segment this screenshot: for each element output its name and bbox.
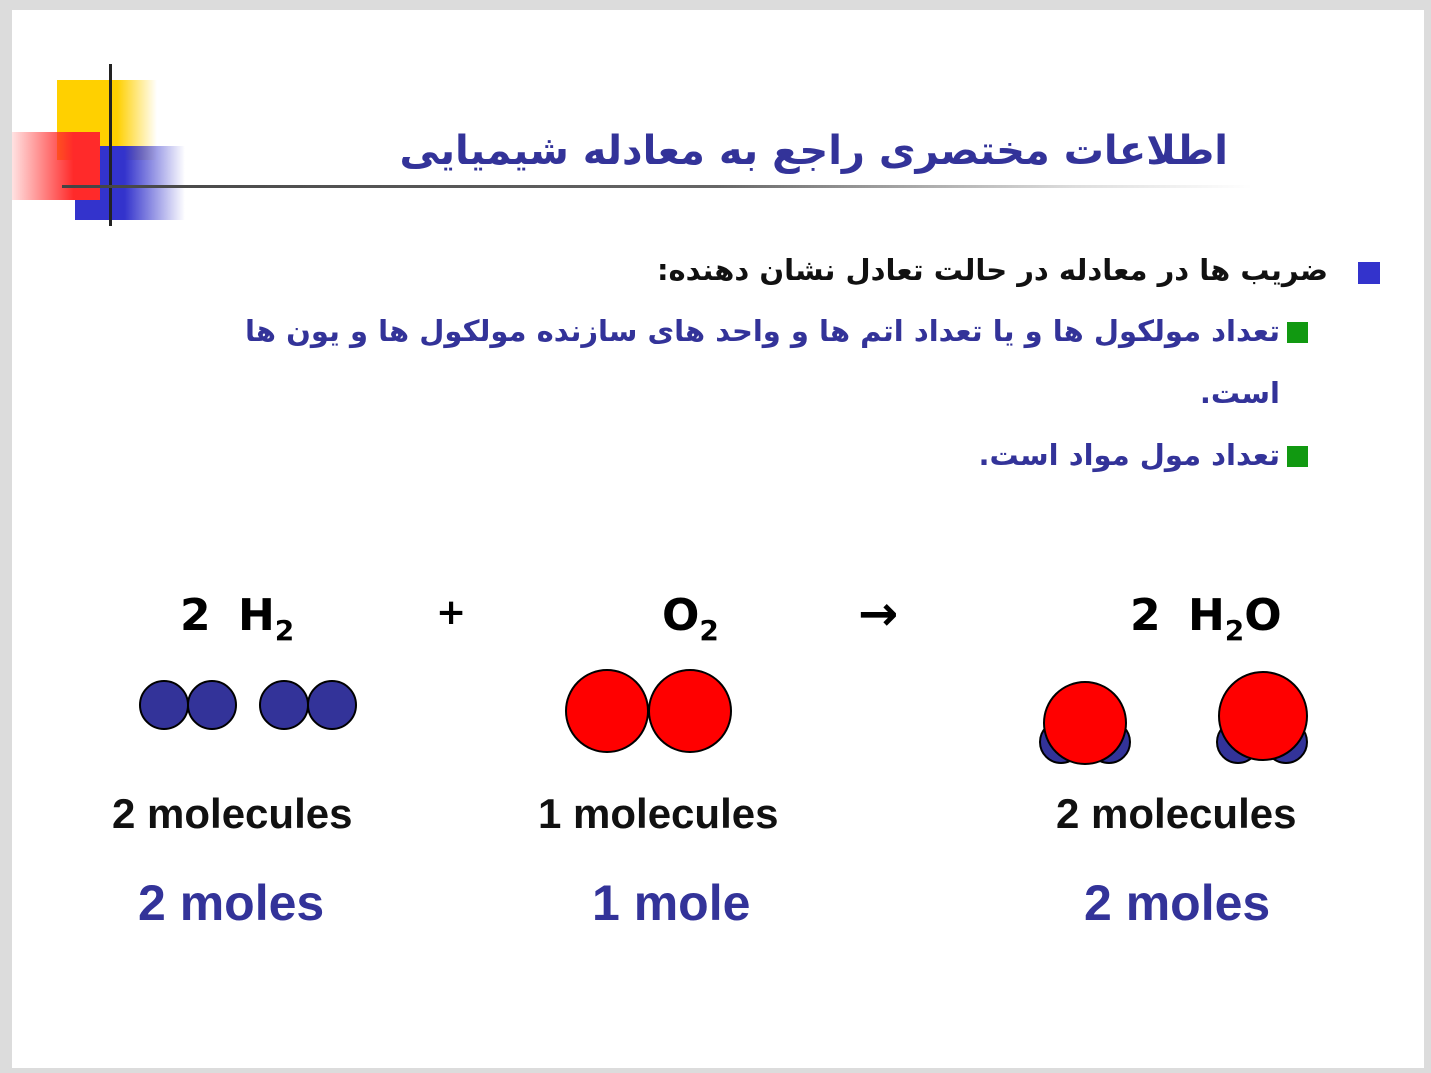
h2o-molecule xyxy=(1040,682,1130,764)
oxygen-atom xyxy=(1044,682,1126,764)
reaction-arrow: → xyxy=(858,586,899,642)
hydrogen-atom xyxy=(260,681,308,729)
h2-subscript: 2 xyxy=(274,614,295,647)
h2o-moles-label: 2 moles xyxy=(1084,875,1271,931)
blue-square-bullet-icon xyxy=(1358,262,1380,284)
h2-symbol: H xyxy=(237,590,275,641)
sub-bullet-text: تعداد مولکول ها و یا تعداد اتم ها و واحد های سازنده مولکول ها و یون ها است. xyxy=(245,314,1280,410)
o2-molecules-label: 1 molecules xyxy=(538,790,779,837)
hydrogen-atom xyxy=(308,681,356,729)
h2o-coefficient: 2 xyxy=(1130,590,1161,641)
h2-molecule xyxy=(140,681,236,729)
bullet-text: ضریب ها در معادله در حالت تعادل نشان دهنده: xyxy=(656,253,1328,287)
hydrogen-atom xyxy=(140,681,188,729)
slide xyxy=(12,10,1424,1068)
bullet-item xyxy=(160,248,1380,292)
page-title: اطلاعات مختصری راجع به معادله شیمیایی xyxy=(399,128,1228,174)
sub-bullet-text: تعداد مول مواد است. xyxy=(978,438,1280,472)
green-square-bullet-icon xyxy=(1287,446,1308,467)
h2-moles-label: 2 moles xyxy=(138,875,325,931)
h2o-molecule xyxy=(1217,672,1307,763)
hydrogen-atom xyxy=(188,681,236,729)
h2-molecules-illustration xyxy=(138,678,358,738)
bullet-list xyxy=(160,248,1380,486)
deco-red-square xyxy=(12,132,100,200)
o2-moles-label: 1 mole xyxy=(592,875,751,931)
oxygen-atom xyxy=(649,670,731,752)
oxygen-atom xyxy=(566,670,648,752)
deco-vertical-line xyxy=(109,64,112,226)
h2o-molecules-label: 2 molecules xyxy=(1056,790,1297,837)
h2o-symbol-h: H xyxy=(1187,590,1225,641)
o2-symbol: O xyxy=(662,590,700,641)
sub-bullet-item xyxy=(160,300,1380,424)
oxygen-atom xyxy=(1219,672,1307,760)
sub-bullet-item xyxy=(160,424,1380,486)
green-square-bullet-icon xyxy=(1287,322,1308,343)
h2o-molecules-illustration xyxy=(1036,668,1316,768)
formula-h2o xyxy=(1130,590,1282,647)
h2-molecules-label: 2 molecules xyxy=(112,790,353,837)
h2o-subscript: 2 xyxy=(1224,614,1245,647)
o2-molecule-illustration xyxy=(564,668,734,754)
title-underline xyxy=(62,185,1252,188)
h2-molecule xyxy=(260,681,356,729)
o2-subscript: 2 xyxy=(699,614,719,647)
h2o-symbol-o: O xyxy=(1244,590,1282,641)
formula-h2 xyxy=(180,590,294,647)
h2-coefficient: 2 xyxy=(180,590,211,641)
plus-sign: + xyxy=(436,592,467,633)
formula-o2 xyxy=(662,590,719,647)
